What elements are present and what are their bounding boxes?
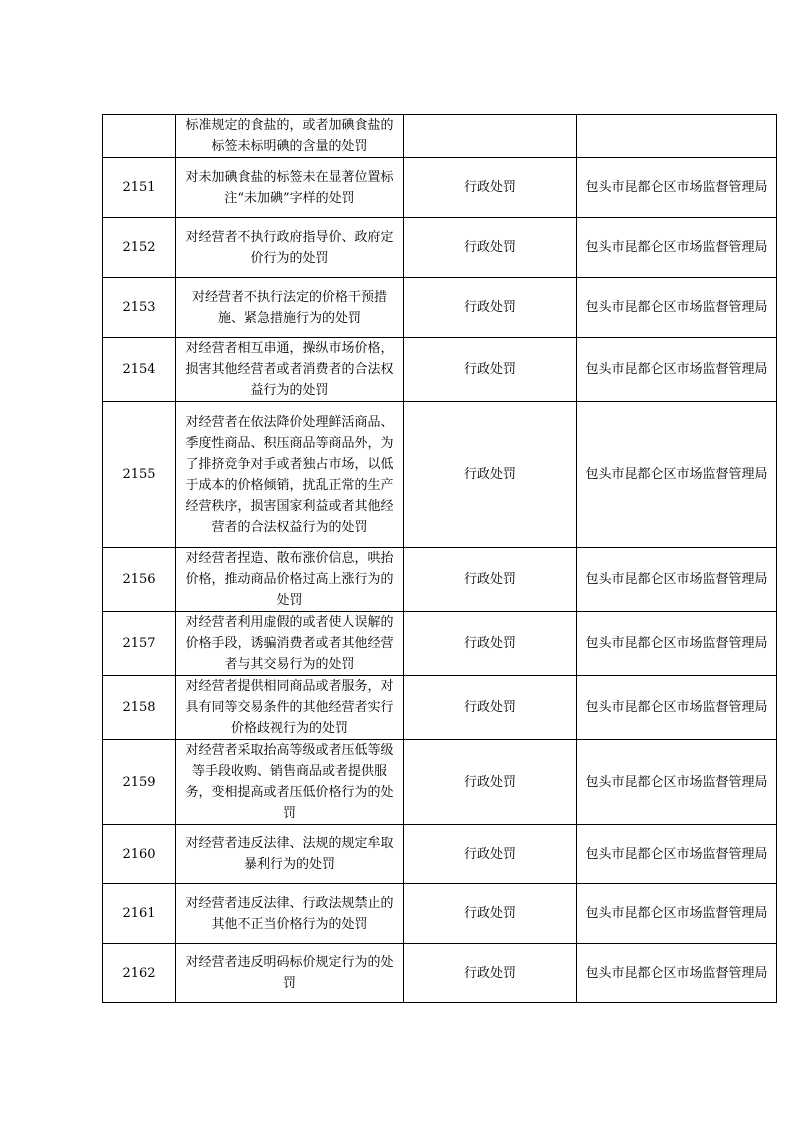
responsible-department — [577, 115, 777, 158]
table-row — [103, 740, 777, 825]
row-number: 2161 — [103, 884, 176, 944]
item-type: 行政处罚 — [404, 884, 577, 944]
responsible-department: 包头市昆都仑区市场监督管理局 — [577, 278, 777, 338]
responsible-department: 包头市昆都仑区市场监督管理局 — [577, 740, 777, 825]
item-description: 对经营者在依法降价处理鲜活商品、季度性商品、积压商品等商品外，为了排挤竞争对手或者独占市场，以低于成本的价格倾销，扰乱正常的生产经营秩序，损害国家利益或者其他经营者的合法权益行为的处罚 — [176, 402, 404, 548]
row-number: 2151 — [103, 158, 176, 218]
table-row — [103, 612, 777, 676]
table-row — [103, 218, 777, 278]
item-type: 行政处罚 — [404, 158, 577, 218]
responsible-department: 包头市昆都仑区市场监督管理局 — [577, 676, 777, 740]
responsible-department: 包头市昆都仑区市场监督管理局 — [577, 338, 777, 402]
item-type: 行政处罚 — [404, 338, 577, 402]
item-description: 对经营者采取抬高等级或者压低等级等手段收购、销售商品或者提供服务，变相提高或者压低价格行为的处罚 — [176, 740, 404, 825]
row-number: 2152 — [103, 218, 176, 278]
table-row — [103, 158, 777, 218]
item-description: 对经营者不执行法定的价格干预措施、紧急措施行为的处罚 — [176, 278, 404, 338]
item-description: 对经营者捏造、散布涨价信息，哄抬价格，推动商品价格过高上涨行为的处罚 — [176, 548, 404, 612]
item-type: 行政处罚 — [404, 825, 577, 884]
row-number: 2158 — [103, 676, 176, 740]
table-row — [103, 115, 777, 158]
item-description: 对经营者相互串通，操纵市场价格，损害其他经营者或者消费者的合法权益行为的处罚 — [176, 338, 404, 402]
item-description: 对未加碘食盐的标签未在显著位置标注“未加碘”字样的处罚 — [176, 158, 404, 218]
table-row — [103, 278, 777, 338]
table-row — [103, 944, 777, 1003]
item-type: 行政处罚 — [404, 402, 577, 548]
row-number: 2156 — [103, 548, 176, 612]
item-description: 标准规定的食盐的，或者加碘食盐的标签未标明碘的含量的处罚 — [176, 115, 404, 158]
responsible-department: 包头市昆都仑区市场监督管理局 — [577, 612, 777, 676]
row-number: 2157 — [103, 612, 176, 676]
item-type: 行政处罚 — [404, 548, 577, 612]
row-number: 2160 — [103, 825, 176, 884]
responsible-department: 包头市昆都仑区市场监督管理局 — [577, 402, 777, 548]
row-number: 2159 — [103, 740, 176, 825]
item-description: 对经营者不执行政府指导价、政府定价行为的处罚 — [176, 218, 404, 278]
item-description: 对经营者利用虚假的或者使人误解的价格手段，诱骗消费者或者其他经营者与其交易行为的处罚 — [176, 612, 404, 676]
row-number: 2154 — [103, 338, 176, 402]
responsible-department: 包头市昆都仑区市场监督管理局 — [577, 218, 777, 278]
item-type: 行政处罚 — [404, 218, 577, 278]
row-number: 2155 — [103, 402, 176, 548]
item-type: 行政处罚 — [404, 612, 577, 676]
responsible-department: 包头市昆都仑区市场监督管理局 — [577, 944, 777, 1003]
responsible-department: 包头市昆都仑区市场监督管理局 — [577, 825, 777, 884]
responsible-department: 包头市昆都仑区市场监督管理局 — [577, 158, 777, 218]
penalty-items-table — [102, 114, 777, 1003]
table-row — [103, 676, 777, 740]
responsible-department: 包头市昆都仑区市场监督管理局 — [577, 884, 777, 944]
table-row — [103, 548, 777, 612]
item-description: 对经营者违反法律、行政法规禁止的其他不正当价格行为的处罚 — [176, 884, 404, 944]
table-row — [103, 402, 777, 548]
item-type: 行政处罚 — [404, 278, 577, 338]
row-number: 2162 — [103, 944, 176, 1003]
table-row — [103, 338, 777, 402]
table-row — [103, 884, 777, 944]
table-row — [103, 825, 777, 884]
item-type: 行政处罚 — [404, 740, 577, 825]
item-description: 对经营者提供相同商品或者服务，对具有同等交易条件的其他经营者实行价格歧视行为的处罚 — [176, 676, 404, 740]
item-type: 行政处罚 — [404, 676, 577, 740]
row-number — [103, 115, 176, 158]
item-description: 对经营者违反法律、法规的规定牟取暴利行为的处罚 — [176, 825, 404, 884]
item-type: 行政处罚 — [404, 944, 577, 1003]
item-type — [404, 115, 577, 158]
responsible-department: 包头市昆都仑区市场监督管理局 — [577, 548, 777, 612]
item-description: 对经营者违反明码标价规定行为的处罚 — [176, 944, 404, 1003]
row-number: 2153 — [103, 278, 176, 338]
